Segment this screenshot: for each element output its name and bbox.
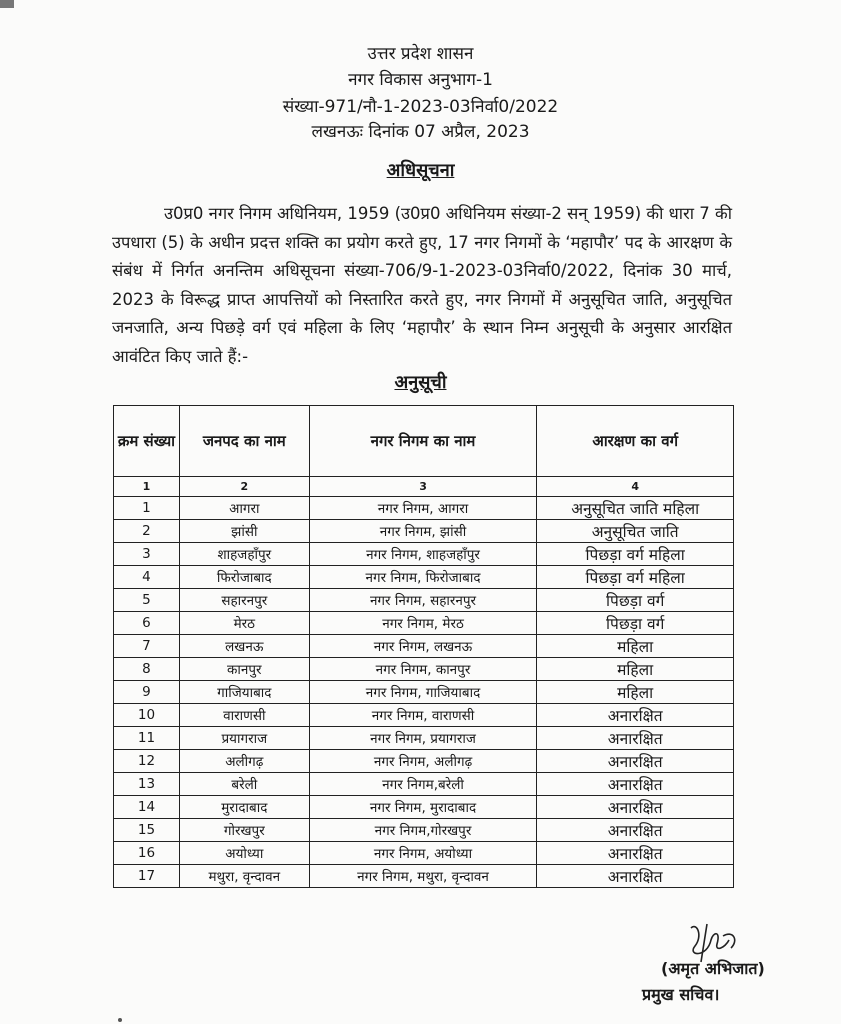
- district-cell: सहारनपुर: [179, 589, 309, 612]
- table-row: [114, 819, 734, 842]
- table-row: [114, 658, 734, 681]
- table-row: [114, 497, 734, 520]
- municipal-corporation-cell: नगर निगम, लखनऊ: [309, 635, 537, 658]
- schedule-title: अनुसूची: [394, 372, 447, 393]
- municipal-corporation-cell: नगर निगम, गाजियाबाद: [309, 681, 537, 704]
- municipal-corporation-cell: नगर निगम, मेरठ: [309, 612, 537, 635]
- scan-dot: [118, 1018, 122, 1022]
- header-department: नगर विकास अनुभाग-1: [348, 70, 493, 90]
- serial-number-cell: 9: [114, 681, 180, 704]
- municipal-corporation-cell: नगर निगम, प्रयागराज: [309, 727, 537, 750]
- table-row: [114, 566, 734, 589]
- municipal-corporation-cell: नगर निगम, आगरा: [309, 497, 537, 520]
- district-cell: कानपुर: [179, 658, 309, 681]
- district-cell: वाराणसी: [179, 704, 309, 727]
- signatory-name: (अमृत अभिजात): [661, 959, 765, 978]
- municipal-corporation-cell: नगर निगम, अयोध्या: [309, 842, 537, 865]
- reservation-category-cell: अनारक्षित: [537, 727, 734, 750]
- serial-number-cell: 6: [114, 612, 180, 635]
- table-row: [114, 612, 734, 635]
- serial-number-cell: 14: [114, 796, 180, 819]
- reservation-category-cell: अनुसूचित जाति महिला: [537, 497, 734, 520]
- district-cell: मथुरा, वृन्दावन: [179, 865, 309, 888]
- district-cell: आगरा: [179, 497, 309, 520]
- table-row: [114, 681, 734, 704]
- reservation-category-cell: पिछड़ा वर्ग महिला: [537, 543, 734, 566]
- serial-number-cell: 3: [114, 543, 180, 566]
- serial-number-cell: 16: [114, 842, 180, 865]
- reservation-table: [113, 405, 734, 888]
- reservation-category-cell: अनारक्षित: [537, 796, 734, 819]
- reservation-category-cell: अनारक्षित: [537, 842, 734, 865]
- serial-number-cell: 4: [114, 566, 180, 589]
- header-reference-number: संख्या-971/नौ-1-2023-03निर्वा0/2022: [282, 97, 559, 117]
- municipal-corporation-cell: नगर निगम, मुरादाबाद: [309, 796, 537, 819]
- district-cell: गोरखपुर: [179, 819, 309, 842]
- municipal-corporation-cell: नगर निगम,बरेली: [309, 773, 537, 796]
- municipal-corporation-cell: नगर निगम, फिरोजाबाद: [309, 566, 537, 589]
- scan-edge-mark: [0, 0, 14, 8]
- municipal-corporation-cell: नगर निगम, कानपुर: [309, 658, 537, 681]
- header-date: लखनऊः दिनांक 07 अप्रैल, 2023: [311, 122, 530, 142]
- serial-number-cell: 13: [114, 773, 180, 796]
- district-cell: गाजियाबाद: [179, 681, 309, 704]
- reservation-category-cell: अनारक्षित: [537, 865, 734, 888]
- reservation-category-cell: पिछड़ा वर्ग: [537, 612, 734, 635]
- table-row: [114, 543, 734, 566]
- notification-title: अधिसूचना: [386, 160, 455, 181]
- district-cell: फिरोजाबाद: [179, 566, 309, 589]
- reservation-category-cell: पिछड़ा वर्ग: [537, 589, 734, 612]
- table-body: [114, 497, 734, 888]
- reservation-category-cell: महिला: [537, 658, 734, 681]
- header-municipal-corporation: नगर निगम का नाम: [309, 406, 537, 477]
- district-cell: अलीगढ़: [179, 750, 309, 773]
- column-number: 3: [309, 477, 537, 497]
- reservation-category-cell: अनारक्षित: [537, 704, 734, 727]
- column-number: 4: [537, 477, 734, 497]
- district-cell: झांसी: [179, 520, 309, 543]
- table-row: [114, 842, 734, 865]
- serial-number-cell: 2: [114, 520, 180, 543]
- table-row: [114, 796, 734, 819]
- reservation-category-cell: अनारक्षित: [537, 773, 734, 796]
- municipal-corporation-cell: नगर निगम, अलीगढ़: [309, 750, 537, 773]
- district-cell: अयोध्या: [179, 842, 309, 865]
- serial-number-cell: 10: [114, 704, 180, 727]
- district-cell: मेरठ: [179, 612, 309, 635]
- table-row: [114, 727, 734, 750]
- municipal-corporation-cell: नगर निगम,गोरखपुर: [309, 819, 537, 842]
- municipal-corporation-cell: नगर निगम, मथुरा, वृन्दावन: [309, 865, 537, 888]
- municipal-corporation-cell: नगर निगम, झांसी: [309, 520, 537, 543]
- notification-body: उ0प्र0 नगर निगम अधिनियम, 1959 (उ0प्र0 अधिनियम संख्या-2 सन् 1959) की धारा 7 की उपधारा (5) के अधीन प्रदत्त शक्ति का प्रयोग करते हुए, 17 नगर निगमों के ‘महापौर’ पद के आरक्षण के संबंध में निर्गत अनन्तिम अधिसूचना संख्या-706/9-1-2023-03निर्वा0/2022, दिनांक 30 मार्च, 2023 के विरूद्ध प्राप्त आपत्तियों को निस्तारित करते हुए, नगर निगमों में अनुसूचित जाति, अनुसूचित जनजाति, अन्य पिछड़े वर्ग एवं महिला के लिए ‘महापौर’ के स्थान निम्न अनुसूची के अनुसार आरक्षित आवंटित किए जाते हैं:-: [112, 204, 732, 366]
- table-row: [114, 589, 734, 612]
- table-row: [114, 704, 734, 727]
- table-row: [114, 635, 734, 658]
- serial-number-cell: 1: [114, 497, 180, 520]
- reservation-category-cell: महिला: [537, 635, 734, 658]
- header-government: उत्तर प्रदेश शासन: [367, 44, 474, 64]
- column-number: 2: [179, 477, 309, 497]
- column-number-row: [114, 477, 734, 497]
- municipal-corporation-cell: नगर निगम, सहारनपुर: [309, 589, 537, 612]
- table-header-row: [114, 406, 734, 477]
- district-cell: शाहजहाँपुर: [179, 543, 309, 566]
- header-district: जनपद का नाम: [179, 406, 309, 477]
- header-serial: क्रम संख्या: [114, 406, 180, 477]
- municipal-corporation-cell: नगर निगम, शाहजहाँपुर: [309, 543, 537, 566]
- district-cell: बरेली: [179, 773, 309, 796]
- district-cell: मुरादाबाद: [179, 796, 309, 819]
- serial-number-cell: 7: [114, 635, 180, 658]
- table-row: [114, 520, 734, 543]
- district-cell: लखनऊ: [179, 635, 309, 658]
- table-row: [114, 750, 734, 773]
- serial-number-cell: 5: [114, 589, 180, 612]
- table-row: [114, 773, 734, 796]
- serial-number-cell: 15: [114, 819, 180, 842]
- serial-number-cell: 11: [114, 727, 180, 750]
- serial-number-cell: 8: [114, 658, 180, 681]
- signatory-designation: प्रमुख सचिव।: [642, 985, 720, 1004]
- reservation-category-cell: पिछड़ा वर्ग महिला: [537, 566, 734, 589]
- serial-number-cell: 17: [114, 865, 180, 888]
- reservation-category-cell: अनुसूचित जाति: [537, 520, 734, 543]
- district-cell: प्रयागराज: [179, 727, 309, 750]
- reservation-category-cell: अनारक्षित: [537, 819, 734, 842]
- municipal-corporation-cell: नगर निगम, वाराणसी: [309, 704, 537, 727]
- column-number: 1: [114, 477, 180, 497]
- reservation-category-cell: महिला: [537, 681, 734, 704]
- serial-number-cell: 12: [114, 750, 180, 773]
- reservation-category-cell: अनारक्षित: [537, 750, 734, 773]
- header-reservation-category: आरक्षण का वर्ग: [537, 406, 734, 477]
- table-row: [114, 865, 734, 888]
